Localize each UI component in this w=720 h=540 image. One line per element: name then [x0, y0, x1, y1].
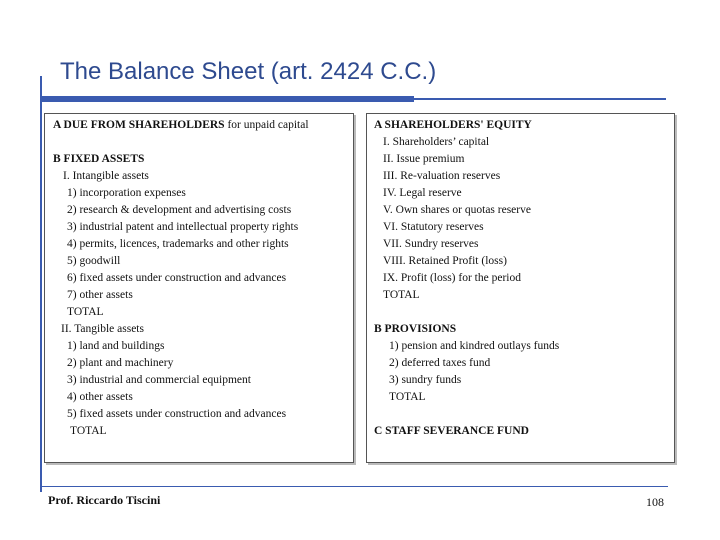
- assets-line: 1) land and buildings: [67, 340, 165, 352]
- page-number: 108: [646, 495, 664, 509]
- fixed-assets-heading: B FIXED ASSETS: [53, 153, 145, 165]
- assets-line: 2) research & development and advertising costs: [67, 204, 292, 216]
- assets-line: II. Tangible assets: [61, 323, 144, 335]
- assets-line: 3) industrial patent and intellectual property rights: [67, 221, 299, 233]
- due-from-shareholders-heading-rest: for unpaid capital: [224, 119, 309, 131]
- equity-total: TOTAL: [383, 289, 420, 301]
- assets-total: TOTAL: [70, 425, 107, 437]
- staff-severance-fund-heading: C STAFF SEVERANCE FUND: [374, 425, 529, 437]
- title-underline-thick: [40, 96, 414, 102]
- equity-line: V. Own shares or quotas reserve: [383, 204, 531, 216]
- provisions-heading: B PROVISIONS: [374, 323, 457, 335]
- equity-line: IX. Profit (loss) for the period: [383, 272, 521, 284]
- assets-line: 4) permits, licences, trademarks and other rights: [67, 238, 289, 250]
- title-underline-thin: [414, 98, 666, 100]
- assets-line: I. Intangible assets: [63, 170, 149, 182]
- equity-line: I. Shareholders’ capital: [383, 136, 490, 148]
- equity-line: IV. Legal reserve: [383, 187, 462, 199]
- provisions-total: TOTAL: [389, 391, 426, 403]
- provisions-line: 1) pension and kindred outlays funds: [389, 340, 560, 352]
- assets-total: TOTAL: [67, 306, 104, 318]
- equity-line: VIII. Retained Profit (loss): [383, 255, 507, 267]
- assets-line: 2) plant and machinery: [67, 357, 174, 369]
- page-title: The Balance Sheet (art. 2424 C.C.): [60, 58, 437, 85]
- liabilities-box: [366, 113, 675, 463]
- provisions-line: 3) sundry funds: [389, 374, 462, 386]
- assets-line: 3) industrial and commercial equipment: [67, 374, 251, 386]
- assets-line: 6) fixed assets under construction and advances: [67, 272, 287, 284]
- equity-line: III. Re-valuation reserves: [383, 170, 501, 182]
- author-name: Prof. Riccardo Tiscini: [48, 493, 161, 507]
- left-margin-rule: [40, 76, 42, 492]
- assets-line: 1) incorporation expenses: [67, 187, 186, 199]
- assets-line: 4) other assets: [67, 391, 133, 403]
- due-from-shareholders-heading: [53, 118, 309, 132]
- equity-line: II. Issue premium: [383, 153, 465, 165]
- due-from-shareholders-heading-bold: A DUE FROM SHAREHOLDERS: [53, 119, 225, 131]
- assets-line: 7) other assets: [67, 289, 133, 301]
- assets-box: [44, 113, 354, 463]
- shareholders-equity-heading: A SHAREHOLDERS' EQUITY: [374, 119, 532, 131]
- equity-line: VI. Statutory reserves: [383, 221, 484, 233]
- provisions-line: 2) deferred taxes fund: [389, 357, 491, 369]
- footer-rule: [40, 486, 668, 487]
- equity-line: VII. Sundry reserves: [383, 238, 479, 250]
- assets-line: 5) fixed assets under construction and advances: [67, 408, 287, 420]
- assets-line: 5) goodwill: [67, 255, 121, 267]
